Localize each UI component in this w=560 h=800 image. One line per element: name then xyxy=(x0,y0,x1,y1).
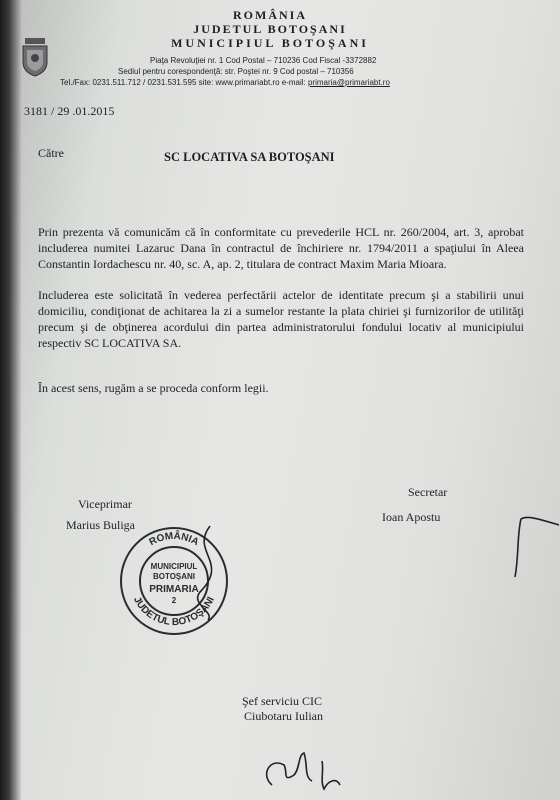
header-contact xyxy=(60,78,390,87)
stamp-line-4: 2 xyxy=(171,596,177,605)
body-paragraph-3: În acest sens, rugăm a se proceda conform legii. xyxy=(38,381,269,395)
signature-right-name: Ioan Apostu xyxy=(382,510,441,524)
stamp-line-1: MUNICIPIUL xyxy=(150,562,198,571)
stamp-bottom-text: JUDETUL BOTOŞANI xyxy=(131,595,217,629)
signature-bottom-title: Şef serviciu CIC xyxy=(242,694,322,708)
header-email-link[interactable]: primaria@primariabt.ro xyxy=(307,78,390,87)
recipient-name: SC LOCATIVA SA BOTOŞANI xyxy=(164,150,335,164)
signature-left-title: Viceprimar xyxy=(78,497,132,511)
stamp-line-2: BOTOŞANI xyxy=(152,572,196,581)
header-municipality: MUNICIPIUL BOTOŞANI xyxy=(171,36,369,50)
body-paragraph-2: Includerea este solicitată în vederea perfectării actelor de identitate precum şi a stabilirii unui domiciliu, condiţionat de achitarea la zi a sumelor restante la plata chiriei şi furnizorilor de utilităţi precum şi de obţinerea acordului din partea administratorului fondului locativ al municipiului respectiv SC LOCATIVA SA. xyxy=(38,288,524,350)
page-fold-shadow xyxy=(0,0,22,800)
signature-right-title: Secretar xyxy=(408,485,448,499)
signature-bottom-name: Ciubotaru Iulian xyxy=(244,709,323,723)
signature-left-name: Marius Buliga xyxy=(66,518,135,532)
handwritten-signature-right xyxy=(505,505,560,585)
handwritten-signature-left xyxy=(180,522,240,622)
handwritten-signature-bottom xyxy=(258,745,368,795)
header-country: ROMÂNIA xyxy=(233,8,307,22)
body-paragraph-1: Prin prezenta vă comunicăm că în conformitate cu prevederile HCL nr. 260/2004, art. 3, aprobat includerea numitei Lazaruc Dana în contractul de închiriere nr. 1794/2011 a spaţiului în Aleea Constantin Iordachescu nr. 40, sc. A, ap. 2, titulara de contract Maxim Maria Mioara. xyxy=(38,225,524,271)
header-contact-prefix: Tel./Fax: 0231.511.712 / 0231.531.595 site: www.primariabt.ro e-mail: xyxy=(60,78,308,87)
header-correspondence: Sediul pentru corespondenţă: str. Poştei nr. 9 Cod postal – 710356 xyxy=(118,67,354,76)
header-address: Piaţa Revoluţiei nr. 1 Cod Postal – 710236 Cod Fiscal -3372882 xyxy=(150,56,377,65)
recipient-label: Către xyxy=(38,146,64,160)
stamp-top-text: ROMÂNIA xyxy=(147,530,201,549)
stamp-line-3: PRIMARIA xyxy=(149,584,199,595)
header-county: JUDETUL BOTOŞANI xyxy=(193,22,347,36)
registration-number: 3181 / 29 .01.2015 xyxy=(24,104,115,118)
